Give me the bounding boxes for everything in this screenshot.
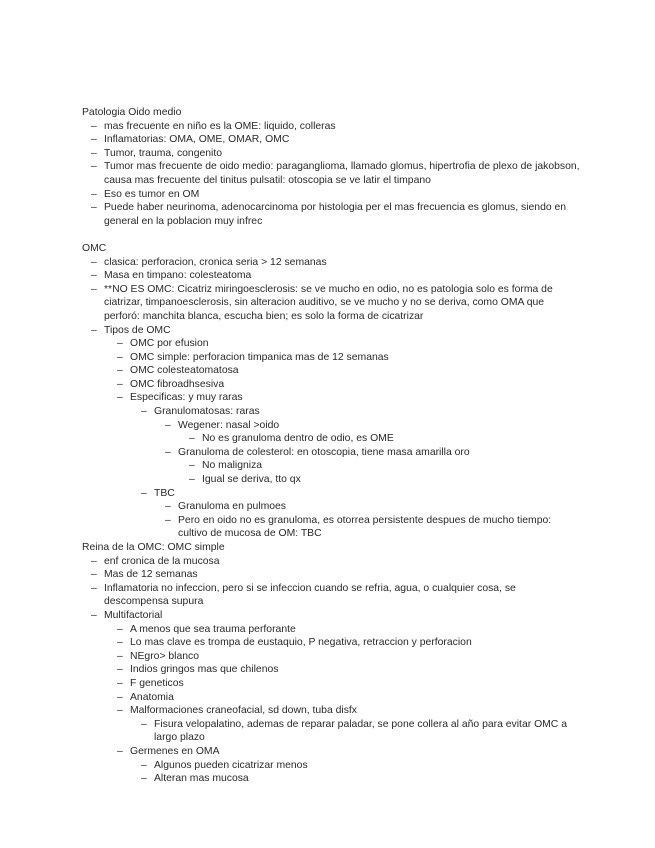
bullet-dash-icon: – bbox=[141, 487, 147, 499]
bullet-dash-icon: – bbox=[189, 433, 195, 445]
list-item-text: Inflamatoria no infeccion, pero si se infeccion cuando se refria, agua, o cualquier cosa, se descompensa supura bbox=[104, 582, 516, 608]
list-item bbox=[82, 650, 582, 664]
bullet-dash-icon: – bbox=[91, 147, 97, 159]
list-item bbox=[82, 745, 582, 759]
list-item-text: Indios gringos mas que chilenos bbox=[130, 664, 279, 676]
list-item bbox=[82, 120, 582, 134]
list-item bbox=[82, 283, 582, 324]
bullet-dash-icon: – bbox=[141, 406, 147, 418]
list-item bbox=[82, 459, 582, 473]
section-heading: Patologia Oido medio bbox=[82, 107, 182, 118]
bullet-dash-icon: – bbox=[117, 745, 123, 757]
section bbox=[82, 541, 582, 786]
list-item-text: Fisura velopalatino, ademas de reparar paladar, se pone collera al año para evitar OMC a largo plazo bbox=[154, 718, 567, 744]
bullet-dash-icon: – bbox=[91, 134, 97, 146]
list-item-text: clasica: perforacion, cronica seria > 12 semanas bbox=[104, 256, 327, 268]
list-item-text: Tumor, trauma, congenito bbox=[104, 147, 223, 159]
section bbox=[82, 106, 582, 228]
bullet-dash-icon: – bbox=[91, 256, 97, 268]
list-item bbox=[82, 446, 582, 460]
list-item bbox=[82, 201, 582, 228]
list-item-text: A menos que sea trauma perforante bbox=[130, 623, 296, 635]
list-item bbox=[82, 324, 582, 338]
list-item-text: Tipos de OMC bbox=[104, 324, 171, 336]
list-item-text: Eso es tumor en OM bbox=[104, 188, 200, 200]
list-item bbox=[82, 691, 582, 705]
list-item-text: No es granuloma dentro de odio, es OME bbox=[202, 433, 394, 445]
list-item bbox=[82, 432, 582, 446]
list-item bbox=[82, 663, 582, 677]
section bbox=[82, 228, 582, 541]
bullet-dash-icon: – bbox=[91, 120, 97, 132]
bullet-dash-icon: – bbox=[189, 474, 195, 486]
list-item-text: Especificas: y muy raras bbox=[130, 392, 243, 404]
list-item bbox=[82, 514, 582, 541]
document-page bbox=[82, 106, 582, 786]
list-item-text: Lo mas clave es trompa de eustaquio, P negativa, retraccion y perforacion bbox=[130, 637, 472, 649]
list-item bbox=[82, 759, 582, 773]
bullet-dash-icon: – bbox=[91, 569, 97, 581]
bullet-dash-icon: – bbox=[117, 378, 123, 390]
list-item-text: OMC por efusion bbox=[130, 338, 209, 350]
list-item-text: F geneticos bbox=[130, 677, 184, 689]
bullet-dash-icon: – bbox=[189, 460, 195, 472]
list-item bbox=[82, 160, 582, 187]
list-item-text: OMC colesteatomatosa bbox=[130, 365, 239, 377]
list-item bbox=[82, 772, 582, 786]
list-item-text: Germenes en OMA bbox=[130, 745, 220, 757]
list-item bbox=[82, 256, 582, 270]
list-item-text: Granuloma de colesterol: en otoscopia, tiene masa amarilla oro bbox=[178, 446, 470, 458]
section-heading: OMC bbox=[82, 242, 107, 254]
list-item bbox=[82, 473, 582, 487]
list-item bbox=[82, 677, 582, 691]
bullet-dash-icon: – bbox=[91, 270, 97, 282]
list-item-text: OMC simple: perforacion timpanica mas de 12 semanas bbox=[130, 351, 389, 363]
bullet-dash-icon: – bbox=[91, 188, 97, 200]
list-item-text: Mas de 12 semanas bbox=[104, 569, 198, 581]
bullet-dash-icon: – bbox=[117, 650, 123, 662]
list-item-text: Anatomia bbox=[130, 691, 174, 703]
list-item bbox=[82, 623, 582, 637]
list-item bbox=[82, 718, 582, 745]
list-item-text: Igual se deriva, tto qx bbox=[202, 474, 301, 486]
bullet-dash-icon: – bbox=[91, 609, 97, 621]
bullet-dash-icon: – bbox=[117, 691, 123, 703]
bullet-dash-icon: – bbox=[117, 338, 123, 350]
bullet-dash-icon: – bbox=[117, 664, 123, 676]
list-item-text: enf cronica de la mucosa bbox=[104, 555, 220, 567]
bullet-dash-icon: – bbox=[91, 283, 97, 295]
list-item-text: No maligniza bbox=[202, 460, 263, 472]
bullet-dash-icon: – bbox=[165, 501, 171, 513]
blank-line bbox=[82, 228, 582, 242]
list-item bbox=[82, 337, 582, 351]
bullet-dash-icon: – bbox=[165, 419, 171, 431]
list-item-text: Multifactorial bbox=[104, 609, 163, 621]
bullet-dash-icon: – bbox=[91, 555, 97, 567]
list-item bbox=[82, 568, 582, 582]
notes-body bbox=[82, 106, 582, 786]
list-item-text: Algunos pueden cicatrizar menos bbox=[154, 759, 308, 771]
list-item bbox=[82, 405, 582, 419]
bullet-dash-icon: – bbox=[117, 623, 123, 635]
list-item bbox=[82, 555, 582, 569]
list-item bbox=[82, 704, 582, 718]
list-item-text: mas frecuente en niño es la OME: liquido, colleras bbox=[104, 120, 336, 132]
list-item-text: Tumor mas frecuente de oido medio: paraganglioma, llamado glomus, hipertrofia de plexo de jakobson, causa mas frecuente del tinitus pulsatil: otoscopia se ve latir el timpano bbox=[104, 161, 580, 186]
list-item-text: NEgro> blanco bbox=[130, 650, 200, 662]
list-item-text: Pero en oido no es granuloma, es otorrea persistente despues de mucho tiempo: cultivo de mucosa de OM: TBC bbox=[178, 514, 552, 540]
list-item bbox=[82, 500, 582, 514]
list-item bbox=[82, 269, 582, 283]
list-item-text: Inflamatorias: OMA, OME, OMAR, OMC bbox=[104, 134, 290, 146]
list-item bbox=[82, 582, 582, 609]
list-item bbox=[82, 133, 582, 147]
bullet-dash-icon: – bbox=[141, 773, 147, 785]
list-item-text: Masa en timpano: colesteatoma bbox=[104, 270, 252, 282]
bullet-dash-icon: – bbox=[91, 582, 97, 594]
bullet-dash-icon: – bbox=[91, 161, 97, 173]
list-item bbox=[82, 147, 582, 161]
bullet-dash-icon: – bbox=[117, 705, 123, 717]
list-item bbox=[82, 378, 582, 392]
list-item-text: Alteran mas mucosa bbox=[154, 773, 249, 785]
list-item bbox=[82, 188, 582, 202]
list-item-text: TBC bbox=[154, 487, 175, 499]
bullet-dash-icon: – bbox=[165, 514, 171, 526]
list-item-text: Malformaciones craneofacial, sd down, tuba disfx bbox=[130, 705, 357, 717]
bullet-dash-icon: – bbox=[117, 677, 123, 689]
list-item bbox=[82, 351, 582, 365]
list-item bbox=[82, 419, 582, 433]
list-item-text: **NO ES OMC: Cicatriz miringoesclerosis: se ve mucho en odio, no es patologia solo es forma de ciatrizar, timpanoesclerosis, sin alteracion auditivo, se ve mucho y no se deriva, como OMA que perforó: manchita blanca, escucha bien; es solo la forma de cicatrizar bbox=[104, 283, 553, 322]
section-heading: Reina de la OMC: OMC simple bbox=[82, 542, 225, 553]
list-item-text: Wegener: nasal >oido bbox=[178, 419, 280, 431]
bullet-dash-icon: – bbox=[91, 202, 97, 214]
list-item bbox=[82, 364, 582, 378]
list-item bbox=[82, 391, 582, 405]
list-item bbox=[82, 609, 582, 623]
bullet-dash-icon: – bbox=[141, 718, 147, 730]
list-item-text: Puede haber neurinoma, adenocarcinoma por histologia per el mas frecuencia es glomus, siendo en general en la poblacion muy infrec bbox=[104, 202, 567, 227]
list-item bbox=[82, 636, 582, 650]
bullet-dash-icon: – bbox=[117, 365, 123, 377]
list-item bbox=[82, 487, 582, 501]
bullet-dash-icon: – bbox=[141, 759, 147, 771]
bullet-dash-icon: – bbox=[165, 446, 171, 458]
list-item-text: Granulomatosas: raras bbox=[154, 406, 260, 418]
bullet-dash-icon: – bbox=[117, 351, 123, 363]
list-item-text: Granuloma en pulmoes bbox=[178, 501, 287, 513]
list-item-text: OMC fibroadhsesiva bbox=[130, 378, 225, 390]
bullet-dash-icon: – bbox=[117, 392, 123, 404]
bullet-dash-icon: – bbox=[117, 637, 123, 649]
bullet-dash-icon: – bbox=[91, 324, 97, 336]
